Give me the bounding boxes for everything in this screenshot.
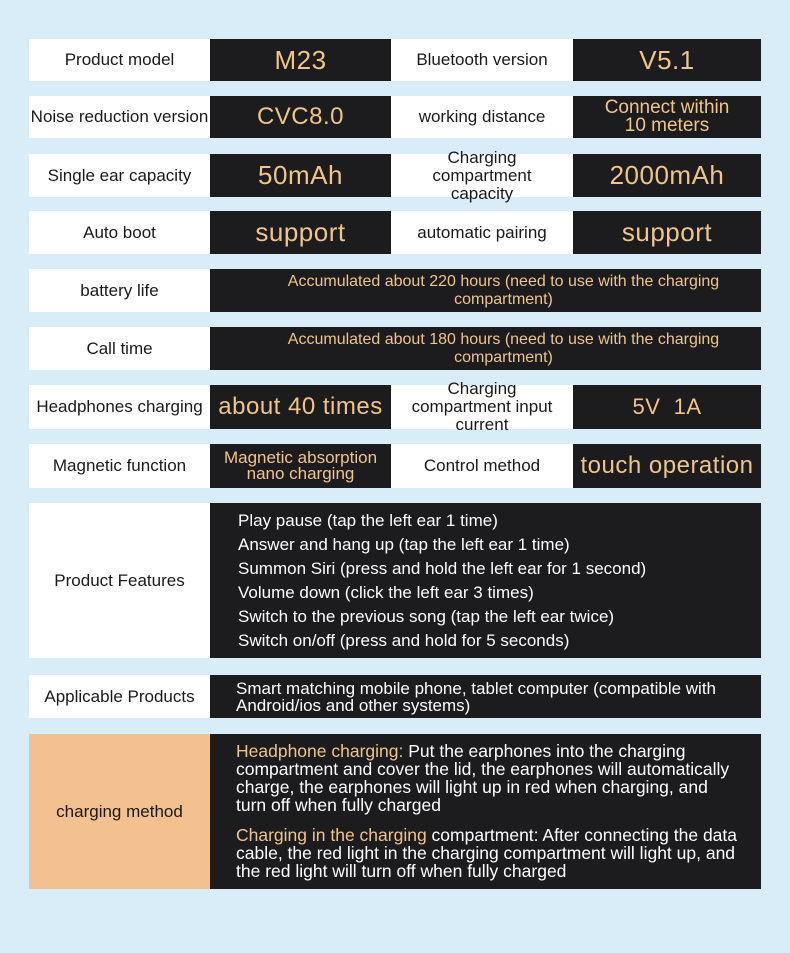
value-automatic-pairing: support — [573, 211, 761, 254]
features-list — [210, 503, 761, 658]
charging-highlight-headphone: Headphone charging: — [236, 741, 404, 761]
value-noise-reduction: CVC8.0 — [210, 96, 391, 138]
label-bluetooth-version: Bluetooth version — [391, 39, 573, 81]
spec-row-call — [29, 327, 761, 370]
charging-paragraph-compartment — [236, 826, 741, 880]
label-control-method: Control method — [391, 444, 573, 488]
spec-row-features — [29, 503, 761, 658]
feature-item: Switch to the previous song (tap the left ear twice) — [238, 607, 615, 626]
value-call-time: Accumulated about 180 hours (need to use with the charging compartment) — [210, 327, 761, 370]
value-working-distance: Connect within 10 meters — [573, 96, 761, 138]
label-magnetic-function: Magnetic function — [29, 444, 210, 488]
label-noise-reduction: Noise reduction version — [29, 96, 210, 138]
charging-paragraph-headphone — [236, 742, 741, 814]
value-compartment-input-current: 5V 1A — [573, 385, 761, 429]
label-compartment-capacity: Charging compartment capacity — [391, 154, 573, 197]
value-battery-life: Accumulated about 220 hours (need to use with the charging compartment) — [210, 269, 761, 312]
value-headphones-charging: about 40 times — [210, 385, 391, 429]
spec-row-model — [29, 39, 761, 81]
spec-row-magnetic — [29, 444, 761, 488]
value-applicable-products: Smart matching mobile phone, tablet computer (compatible with Android/ios and other systems) — [210, 675, 761, 718]
value-control-method: touch operation — [573, 444, 761, 488]
label-compartment-input-current: Charging compartment input current — [391, 385, 573, 429]
label-auto-boot: Auto boot — [29, 211, 210, 254]
label-charging-method: charging method — [29, 734, 210, 889]
charging-text-compartment: compartment: After connecting the data cable, the red light in the charging compartment will light up, and the red light will turn off when fully charged — [236, 825, 738, 881]
value-compartment-capacity: 2000mAh — [573, 154, 761, 197]
label-product-model: Product model — [29, 39, 210, 81]
spec-row-charging-method — [29, 734, 761, 889]
value-product-model: M23 — [210, 39, 391, 81]
value-auto-boot: support — [210, 211, 391, 254]
feature-item: Volume down (click the left ear 3 times) — [238, 583, 534, 602]
label-working-distance: working distance — [391, 96, 573, 138]
charging-text-headphone: Put the earphones into the charging compartment and cover the lid, the earphones will automatically charge, the earphones will light up in red when charging, and turn off when fully charged — [236, 741, 730, 815]
charging-highlight-compartment: Charging in the charging — [236, 825, 427, 845]
value-single-ear-capacity: 50mAh — [210, 154, 391, 197]
spec-row-boot — [29, 211, 761, 254]
label-single-ear-capacity: Single ear capacity — [29, 154, 210, 197]
label-headphones-charging: Headphones charging — [29, 385, 210, 429]
label-battery-life: battery life — [29, 269, 210, 312]
feature-item: Play pause (tap the left ear 1 time) — [238, 511, 498, 530]
feature-item: Summon Siri (press and hold the left ear for 1 second) — [238, 559, 647, 578]
value-magnetic-function: Magnetic absorption nano charging — [210, 444, 391, 488]
spec-row-noise — [29, 96, 761, 138]
label-automatic-pairing: automatic pairing — [391, 211, 573, 254]
spec-row-charging — [29, 379, 761, 434]
spec-row-applicable — [29, 675, 761, 718]
feature-item: Switch on/off (press and hold for 5 seconds) — [238, 631, 570, 650]
label-applicable-products: Applicable Products — [29, 675, 210, 718]
value-bluetooth-version: V5.1 — [573, 39, 761, 81]
feature-item: Answer and hang up (tap the left ear 1 time) — [238, 535, 570, 554]
spec-row-battery — [29, 269, 761, 312]
label-product-features: Product Features — [29, 503, 210, 658]
spec-row-capacity — [29, 147, 761, 203]
label-call-time: Call time — [29, 327, 210, 370]
charging-method-text — [210, 734, 761, 889]
